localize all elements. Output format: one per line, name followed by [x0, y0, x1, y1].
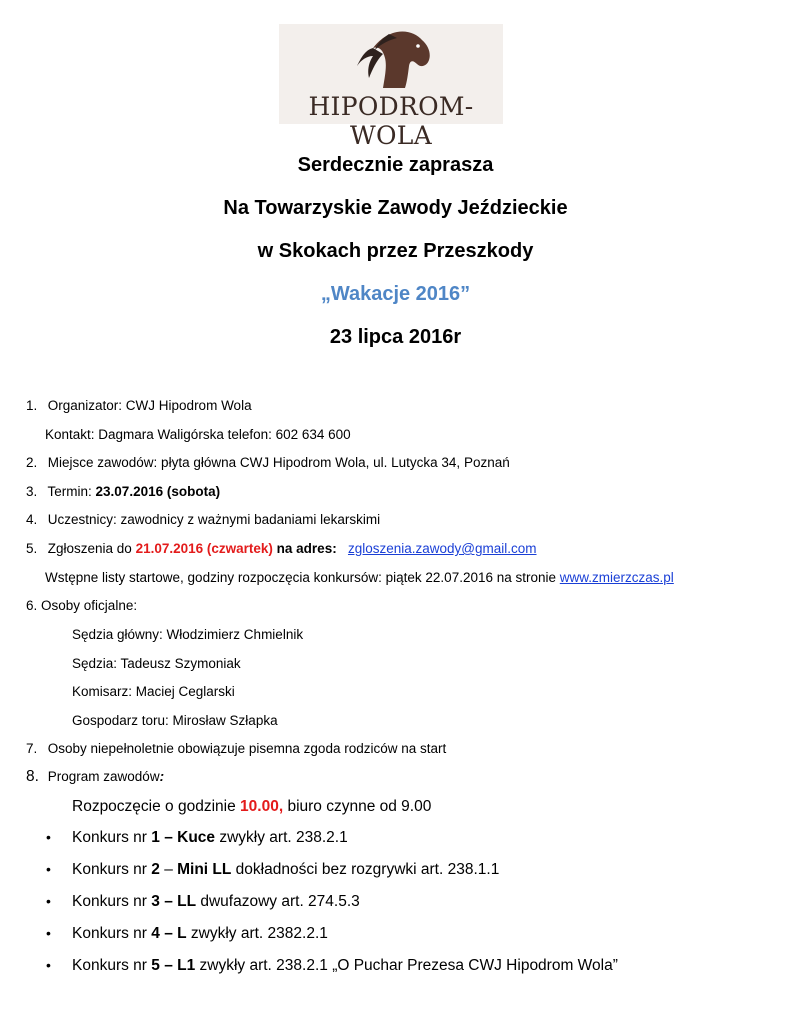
- bullet-icon: •: [46, 925, 51, 941]
- contest-details: zwykły art. 238.2.1 „O Puchar Prezesa CWJ Hipodrom Wola”: [195, 957, 618, 974]
- horse-head-icon: [279, 24, 503, 94]
- start-time: 10.00,: [240, 798, 284, 815]
- list-number: 2.: [26, 455, 38, 470]
- list-item-program: [26, 768, 164, 786]
- organizer-text: Organizator: CWJ Hipodrom Wola: [47, 398, 252, 413]
- contest-details: dokładności bez rozgrywki art. 238.1.1: [231, 861, 500, 878]
- list-number: 3.: [26, 484, 38, 499]
- contest-prefix: Konkurs nr: [72, 957, 152, 974]
- contest-prefix: Konkurs nr: [72, 893, 152, 910]
- registration-address-label: na adres:: [272, 541, 337, 556]
- list-number: 4.: [26, 512, 38, 527]
- contest-item-3: [46, 893, 360, 911]
- registration-email-link[interactable]: zgloszenia.zawody@gmail.com: [347, 541, 537, 556]
- list-number: 8.: [26, 768, 39, 785]
- heading-invite: Serdecznie zaprasza: [297, 154, 494, 176]
- contest-dash: –: [159, 861, 178, 878]
- list-item-officials: [26, 598, 137, 613]
- contest-item-1: [46, 829, 348, 847]
- list-item-date: [26, 484, 220, 499]
- contest-name: 4 – L: [151, 925, 187, 942]
- bullet-icon: •: [46, 861, 51, 877]
- registration-label: Zgłoszenia do: [47, 541, 136, 556]
- list-item-organizer: [26, 398, 252, 413]
- list-item-registration: [26, 541, 537, 556]
- list-item-minors: [26, 741, 446, 756]
- program-start-line: [72, 798, 431, 816]
- program-heading: Program zawodów: [47, 769, 160, 784]
- registration-deadline: 21.07.2016 (czwartek): [135, 541, 273, 556]
- contest-name: 5 – L1: [151, 957, 196, 974]
- contest-details: zwykły art. 2382.2.1: [186, 925, 328, 942]
- logo-text: HIPODROM-WOLA: [308, 92, 474, 150]
- minors-text: Osoby niepełnoletnie obowiązuje pisemna zgoda rodziców na start: [47, 741, 447, 756]
- official-chief-judge: Sędzia główny: Włodzimierz Chmielnik: [72, 627, 304, 642]
- contact-line: Kontakt: Dagmara Waligórska telefon: 602 634 600: [45, 427, 351, 442]
- contest-item-5: [46, 957, 618, 975]
- bullet-icon: •: [46, 829, 51, 845]
- contest-name: 3 – LL: [151, 893, 197, 910]
- program-colon: :: [159, 769, 165, 784]
- contest-item-4: [46, 925, 328, 943]
- officials-heading: Osoby oficjalne:: [41, 598, 138, 613]
- heading-edition: „Wakacje 2016”: [320, 283, 471, 305]
- contest-details: dwufazowy art. 274.5.3: [196, 893, 360, 910]
- website-link[interactable]: www.zmierzczas.pl: [559, 570, 674, 585]
- list-number: 5.: [26, 541, 38, 556]
- venue-text: Miejsce zawodów: płyta główna CWJ Hipodrom Wola, ul. Lutycka 34, Poznań: [47, 455, 510, 470]
- office-hours-text: biuro czynne od 9.00: [283, 798, 432, 815]
- contest-item-2: [46, 861, 499, 879]
- bullet-icon: •: [46, 957, 51, 973]
- official-judge: Sędzia: Tadeusz Szymoniak: [72, 656, 241, 671]
- contest-details: zwykły art. 238.2.1: [215, 829, 348, 846]
- list-number: 6.: [26, 598, 38, 613]
- heading-event: Na Towarzyskie Zawody Jeździeckie: [223, 197, 568, 219]
- date-value: 23.07.2016 (sobota): [95, 484, 221, 499]
- headings: [0, 144, 791, 359]
- heading-discipline: w Skokach przez Przeszkody: [257, 240, 534, 262]
- contest-prefix: Konkurs nr: [72, 925, 152, 942]
- contest-prefix: Konkurs nr: [72, 829, 152, 846]
- contest-name: 1 – Kuce: [151, 829, 216, 846]
- logo: [279, 24, 503, 150]
- list-item-venue: [26, 455, 510, 470]
- official-course-builder: Gospodarz toru: Mirosław Szłapka: [72, 713, 278, 728]
- official-commissioner: Komisarz: Maciej Ceglarski: [72, 684, 235, 699]
- contest-prefix: Konkurs nr: [72, 861, 152, 878]
- contest-number: 2: [151, 861, 160, 878]
- start-text: Rozpoczęcie o godzinie: [72, 798, 241, 815]
- list-number: 1.: [26, 398, 38, 413]
- list-item-participants: [26, 512, 380, 527]
- bullet-icon: •: [46, 893, 51, 909]
- start-lists-text: Wstępne listy startowe, godziny rozpoczęcia konkursów: piątek 22.07.2016 na stronie: [45, 570, 560, 585]
- start-lists-line: [45, 570, 674, 585]
- heading-date: 23 lipca 2016r: [329, 326, 462, 348]
- list-number: 7.: [26, 741, 38, 756]
- date-label: Termin:: [47, 484, 96, 499]
- participants-text: Uczestnicy: zawodnicy z ważnymi badaniami lekarskimi: [47, 512, 381, 527]
- contest-name: Mini LL: [177, 861, 232, 878]
